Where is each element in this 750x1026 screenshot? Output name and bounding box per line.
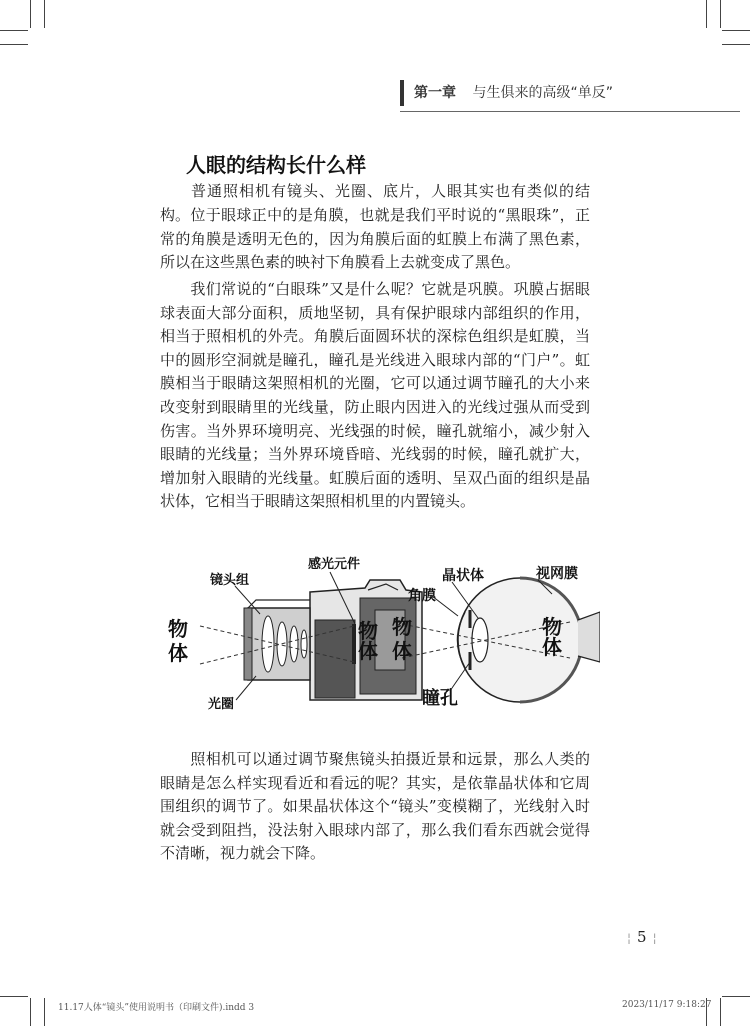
section-title: 人眼的结构长什么样 bbox=[186, 153, 366, 177]
label-object-eye: 物 bbox=[392, 615, 412, 639]
label-lens: 晶状体 bbox=[442, 568, 484, 584]
crop-mark bbox=[720, 0, 721, 28]
label-sensor: 感光元件 bbox=[308, 557, 361, 572]
crop-mark bbox=[706, 0, 707, 28]
crop-mark bbox=[722, 44, 750, 45]
paragraph: 我们常说的“白眼珠”又是什么呢？它就是巩膜。巩膜占据眼球表面大部分面积，质地坚韧，具有保护眼球内部组织的作用，相当于照相机的外壳。角膜后面圆环状的深棕色组织是虹膜，当中的圆形空洞就是瞳孔，瞳孔是光线进入眼球内部的“门户”。虹膜相当于眼睛这架照相机的光圈，它可以通过调节瞳孔的大小来改变射到眼睛里的光线量，防止眼内因进入的光线过强从而受到伤害。当外界环境明亮、光线强的时候，瞳孔就缩小，减少射入眼睛的光线量；当外界环境昏暗、光线弱的时候，瞳孔就扩大，增加射入眼睛的光线量。虹膜后面的透明、呈双凸面的组织是晶状体，它相当于眼睛这架照相机里的内置镜头。 bbox=[160, 280, 590, 511]
running-header bbox=[414, 82, 734, 102]
crop-mark bbox=[30, 998, 31, 1026]
crop-mark bbox=[720, 998, 721, 1026]
crop-mark bbox=[0, 30, 28, 31]
chapter-title: 与生俱来的高级“单反” bbox=[472, 85, 613, 101]
label-retina: 视网膜 bbox=[536, 566, 578, 582]
paragraph: 普通照相机有镜头、光圈、底片，人眼其实也有类似的结构。 bbox=[160, 182, 590, 224]
svg-text:体: 体 bbox=[168, 641, 188, 665]
svg-text:体: 体 bbox=[392, 639, 412, 663]
paragraph: 位于眼球正中的是角膜，也就是我们平时说的“黑眼珠”，正常的角膜是透明无色的，因为角膜后面的虹膜上布满了黑色素，所以在这些黑色素的映衬下角膜看上去就变成了黑色。 bbox=[160, 206, 590, 272]
label-lens-group: 镜头组 bbox=[210, 573, 250, 588]
label-cornea: 角膜 bbox=[408, 588, 436, 604]
svg-text:物: 物 bbox=[542, 615, 562, 639]
crop-mark bbox=[44, 0, 45, 28]
camera-eye-diagram bbox=[160, 550, 600, 720]
crop-mark bbox=[722, 996, 750, 997]
inverted-object-camera: 物 bbox=[358, 619, 378, 643]
footer-timestamp: 2023/11/17 9:18:27 bbox=[622, 1000, 712, 1010]
label-object-camera: 物 bbox=[168, 617, 188, 641]
svg-text:体: 体 bbox=[542, 635, 562, 659]
camera-illustration bbox=[200, 572, 422, 700]
crop-mark bbox=[722, 30, 750, 31]
crop-mark bbox=[0, 44, 28, 45]
chapter-number: 第一章 bbox=[414, 85, 456, 101]
page-number: ¦ 5 ¦ bbox=[627, 928, 657, 946]
paragraph: 照相机可以通过调节聚焦镜头拍摄近景和远景，那么人类的眼睛是怎么样实现看近和看远的呢？其实，是依靠晶状体和它周围组织的调节了。如果晶状体这个“镜头”变模糊了，光线射入时就会受到阻挡，没法射入眼球内部了，那么我们看东西就会觉得不清晰，视力就会下降。 bbox=[160, 750, 590, 863]
svg-text:体: 体 bbox=[358, 639, 378, 663]
crop-mark bbox=[44, 998, 45, 1026]
label-aperture: 光圈 bbox=[208, 697, 235, 712]
header-accent-bar bbox=[400, 80, 404, 106]
label-pupil: 瞳孔 bbox=[422, 688, 458, 709]
footer-file-name: 11.17人体“镜头”使用说明书（印刷文件).indd 3 bbox=[58, 1003, 255, 1013]
header-rule bbox=[400, 111, 740, 112]
crop-mark bbox=[0, 996, 28, 997]
crop-mark bbox=[30, 0, 31, 28]
